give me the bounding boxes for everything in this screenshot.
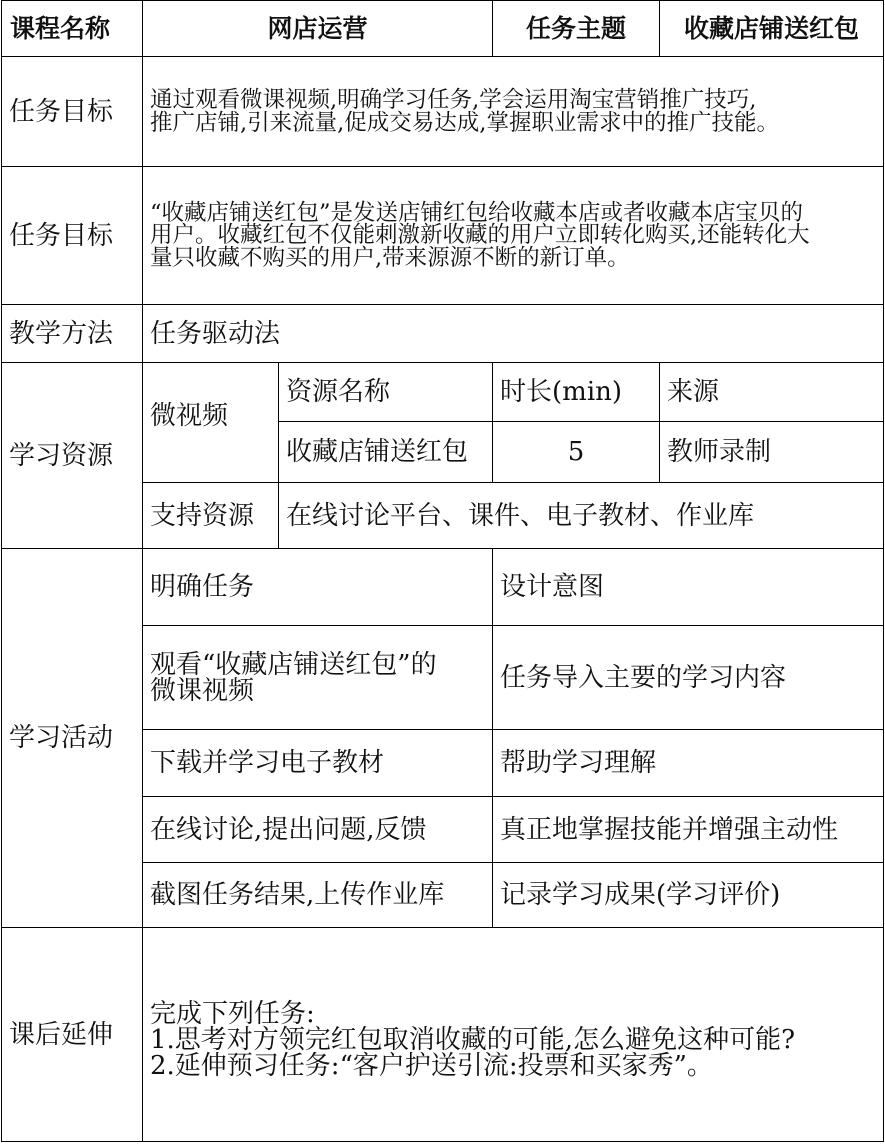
resources-label: 学习资源 [2,363,143,549]
course-name-value: 网店运营 [143,1,493,57]
resource-source: 教师录制 [660,422,884,483]
goal1-label: 任务目标 [2,57,143,167]
method-label: 教学方法 [2,305,143,363]
activities-task-header: 明确任务 [143,549,493,626]
resource-duration-header: 时长(min) [493,363,660,422]
activity-intent: 真正地掌握技能并增强主动性 [493,797,884,863]
goal1-row [2,57,884,167]
activity-task [143,626,493,730]
activities-label: 学习活动 [2,549,143,928]
goal2-label: 任务目标 [2,167,143,305]
method-value: 任务驱动法 [143,305,884,363]
extension-row [2,928,884,1142]
extension-line2: 1.思考对方领完红包取消收藏的可能,怎么避免这种可能? [150,1024,796,1055]
extension-line1: 完成下列任务: [150,998,315,1029]
resource-duration: 5 [493,422,660,483]
resource-name-header: 资源名称 [279,363,493,422]
resource-source-header: 来源 [660,363,884,422]
goal2-line1: “收藏店铺送红包”是发送店铺红包给收藏本店或者收藏本店宝贝的 [150,199,804,226]
goal1-line1: 通过观看微课视频,明确学习任务,学会运用淘宝营销推广技巧, [150,87,757,113]
resources-header-row [2,363,884,422]
goal2-row [2,167,884,305]
task-topic-label: 任务主题 [493,1,660,57]
extension-label: 课后延伸 [2,928,143,1142]
lesson-plan-table [1,0,884,1142]
activity-task: 在线讨论,提出问题,反馈 [143,797,493,863]
support-resources-value: 在线讨论平台、课件、电子教材、作业库 [279,483,884,549]
extension-line3: 2.延伸预习任务:“客户护送引流:投票和买家秀”。 [150,1050,713,1081]
activity-task-line1: 观看“收藏店铺送红包”的 [150,649,437,680]
goal1-text [143,57,884,167]
activity-task: 截图任务结果,上传作业库 [143,863,493,928]
activity-task-line2: 微课视频 [150,675,255,706]
task-topic-value: 收藏店铺送红包 [660,1,884,57]
course-name-label: 课程名称 [2,1,143,57]
method-row [2,305,884,363]
extension-text [143,928,884,1142]
activity-intent: 帮助学习理解 [493,730,884,797]
micro-video-label: 微视频 [143,363,279,483]
goal2-line3: 量只收藏不购买的用户,带来源源不断的新订单。 [150,244,630,271]
activity-task: 下载并学习电子教材 [143,730,493,797]
goal2-line2: 用户。收藏红包不仅能刺激新收藏的用户立即转化购买,还能转化大 [150,222,810,249]
activity-intent: 记录学习成果(学习评价) [493,863,884,928]
header-row [2,1,884,57]
goal1-line2: 推广店铺,引来流量,促成交易达成,掌握职业需求中的推广技能。 [150,109,779,136]
resource-name: 收藏店铺送红包 [279,422,493,483]
activities-header-row [2,549,884,626]
activity-intent: 任务导入主要的学习内容 [493,626,884,730]
support-resources-label: 支持资源 [143,483,279,549]
activities-intent-header: 设计意图 [493,549,884,626]
goal2-text [143,167,884,305]
